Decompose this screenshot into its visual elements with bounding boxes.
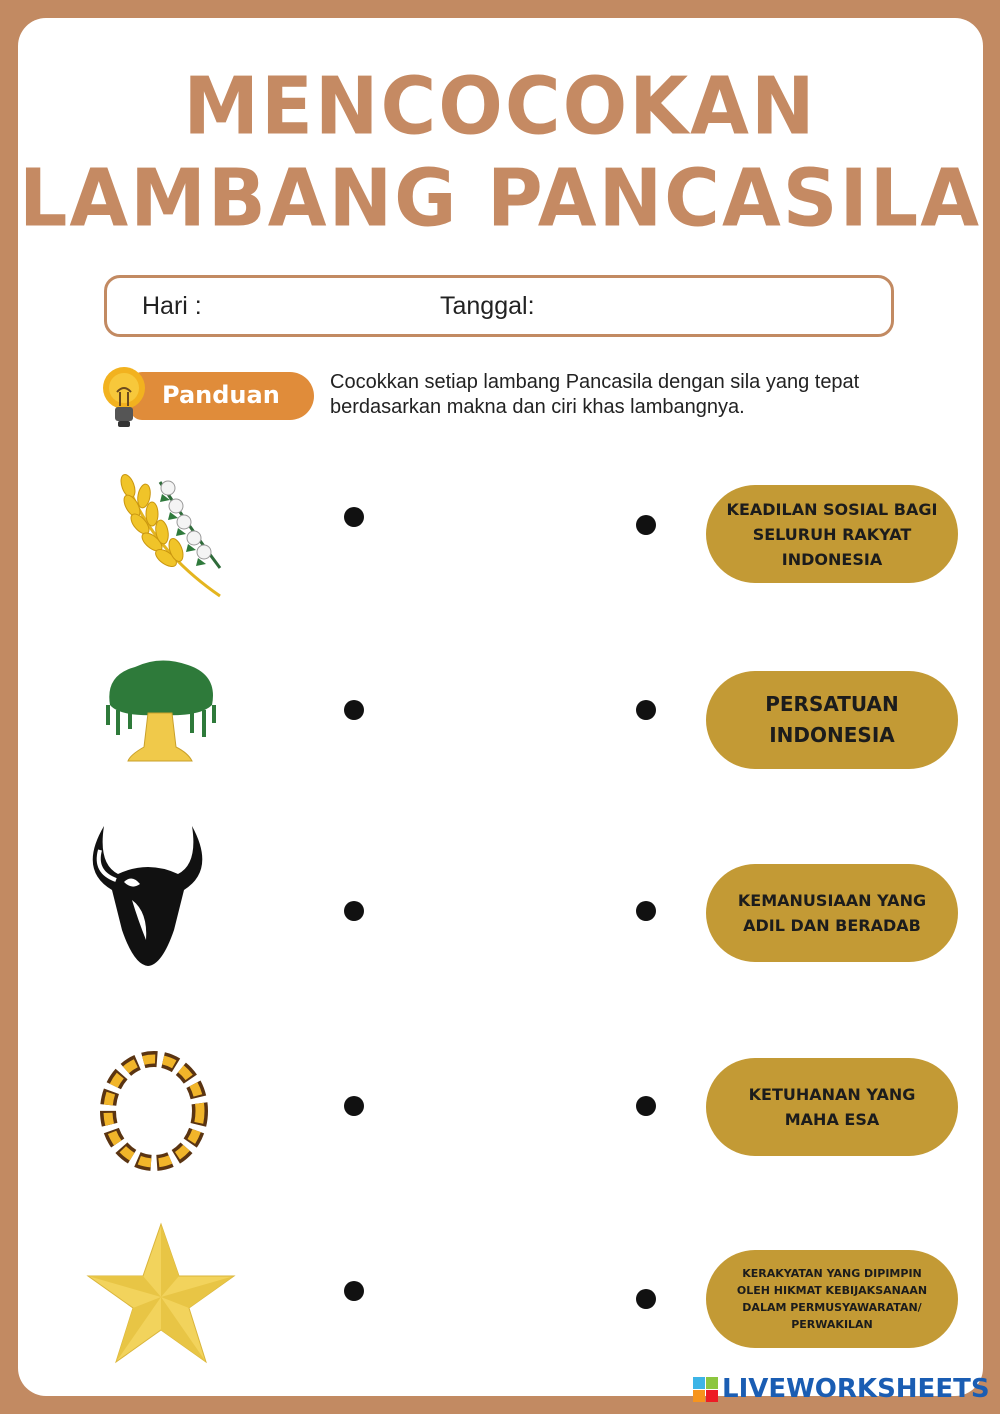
match-dot-right-5[interactable] (636, 1289, 656, 1309)
guide-text: Cocokkan setiap lambang Pancasila dengan sila yang tepat berdasarkan makna dan ciri khas lambangnya. (330, 371, 860, 418)
guide-label: Panduan (162, 381, 280, 409)
day-label: Hari : (142, 292, 202, 320)
answer-text-4: KETUHANAN YANG MAHA ESA (748, 1085, 916, 1129)
title-line-2: LAMBANG PANCASILA (18, 150, 982, 245)
match-dot-left-5[interactable] (344, 1281, 364, 1301)
answer-text-5: KERAKYATAN YANG DIPIMPIN OLEH HIKMAT KEBIJAKSANAAN DALAM PERMUSYAWARATAN/ PERWAKILAN (736, 1267, 928, 1331)
rice-cotton-icon (110, 468, 230, 603)
answer-pill-5 (706, 1250, 958, 1348)
guide-badge (130, 372, 314, 420)
lightbulb-icon (98, 364, 150, 434)
answer-pill-1 (706, 485, 958, 583)
banyan-tree-icon (100, 655, 222, 765)
answer-pill-3 (706, 864, 958, 962)
answer-text-1: KEADILAN SOSIAL BAGI SELURUH RAKYAT INDONESIA (726, 499, 938, 569)
match-dot-left-4[interactable] (344, 1096, 364, 1116)
date-label: Tanggal: (440, 292, 535, 320)
star-icon (86, 1222, 236, 1364)
answer-text-3: KEMANUSIAAN YANG ADIL DAN BERADAB (737, 891, 927, 935)
title-line-1: MENCOCOKAN (183, 58, 817, 153)
liveworksheets-logo-text: LIVEWORKSHEETS (722, 1374, 990, 1404)
bull-head-icon (82, 820, 212, 970)
match-dot-left-1[interactable] (344, 507, 364, 527)
match-dot-right-1[interactable] (636, 515, 656, 535)
match-dot-left-3[interactable] (344, 901, 364, 921)
match-dot-left-2[interactable] (344, 700, 364, 720)
answer-pill-2 (706, 671, 958, 769)
answer-text-2: PERSATUAN INDONESIA (765, 692, 899, 747)
chain-icon (96, 1048, 212, 1174)
match-dot-right-2[interactable] (636, 700, 656, 720)
liveworksheets-logo-icon (693, 1377, 719, 1403)
match-dot-right-3[interactable] (636, 901, 656, 921)
answer-pill-4 (706, 1058, 958, 1156)
match-dot-right-4[interactable] (636, 1096, 656, 1116)
